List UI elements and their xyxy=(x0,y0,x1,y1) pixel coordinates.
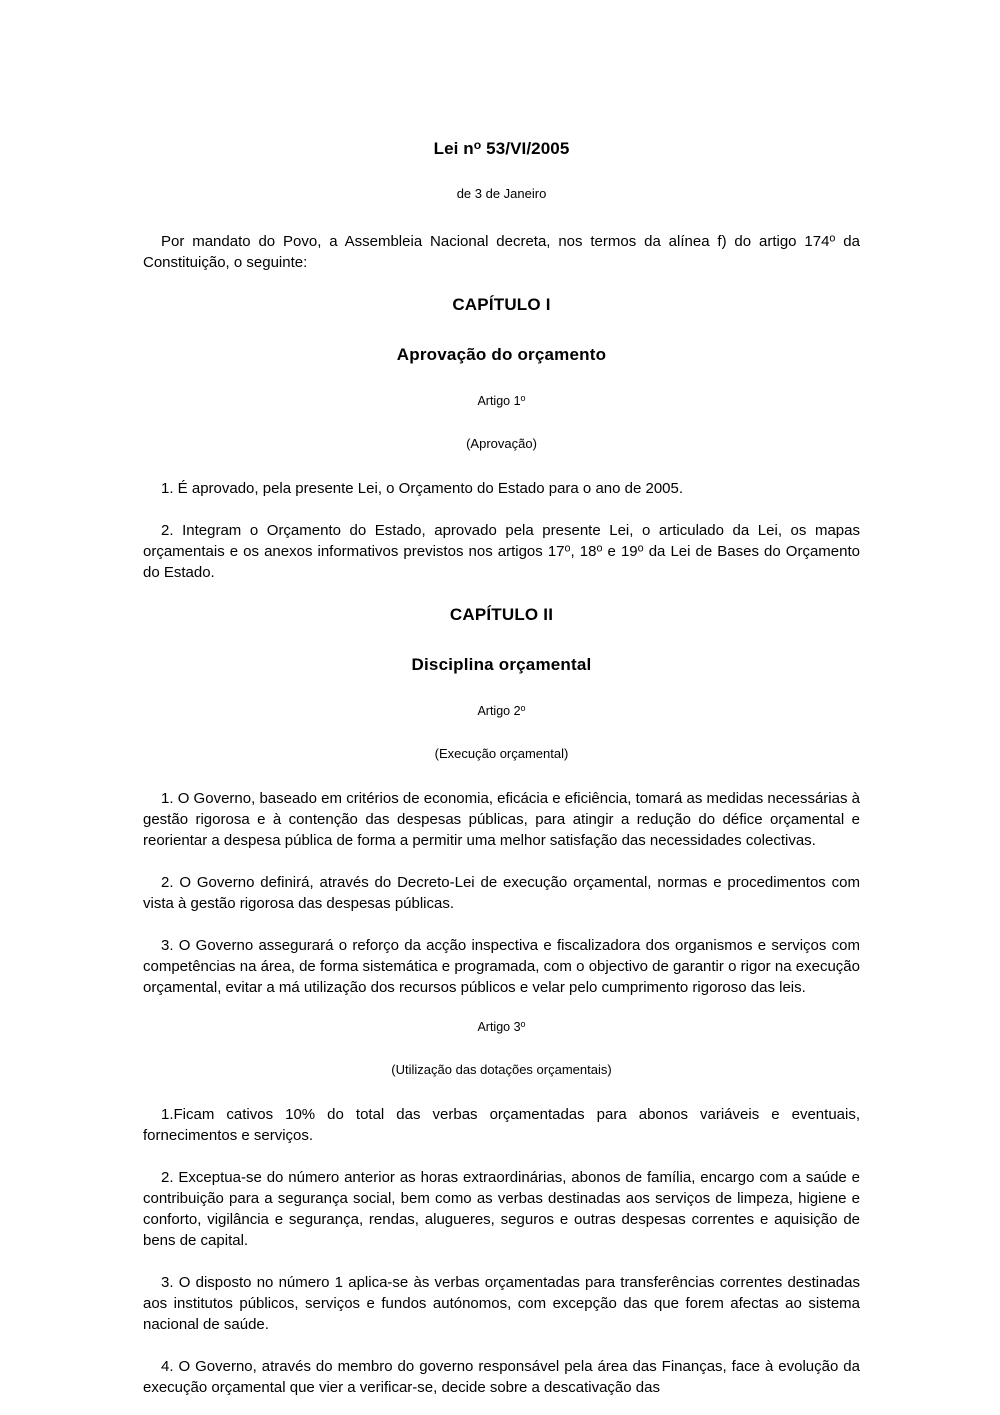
article-3-label: Artigo 3$^o$ xyxy=(477,1019,526,1034)
article-2-item-2: 2. O Governo definirá, através do Decreto-Lei de execução orçamental, normas e procedimentos com vista à gestão rigorosa das despesas públicas. xyxy=(143,874,860,912)
article-3-item-1: 1.Ficam cativos 10% do total das verbas orçamentadas para abonos variáveis e eventuais, fornecimentos e serviços. xyxy=(143,1106,860,1144)
article-2-label: Artigo 2$^o$ xyxy=(477,703,526,718)
chapter-1-subject: Aprovação do orçamento xyxy=(396,345,607,364)
article-3-item-2: 2. Exceptua-se do número anterior as horas extraordinárias, abonos de família, encargo com a saúde e contribuição para a segurança social, bem como as verbas destinadas aos serviços de limpeza, higiene e conforto, vigilância e segurança, rendas, alugueres, seguros e outras despesas correntes e aquisição de bens de capital. xyxy=(143,1169,860,1249)
article-2-item-3: 3. O Governo assegurará o reforço da acção inspectiva e fiscalizadora dos organismos e serviços com competências na área, de forma sistemática e programada, com o objectivo de garantir o rigor na execução orçamental, evitar a má utilização dos recursos públicos e velar pelo cumprimento rigoroso das leis. xyxy=(143,937,860,996)
article-3-subject: (Utilização das dotações orçamentais) xyxy=(391,1062,612,1077)
chapter-2-label: CAPÍTULO II xyxy=(449,605,554,624)
article-1-item-2: 2. Integram o Orçamento do Estado, aprovado pela presente Lei, o articulado da Lei, os mapas orçamentais e os anexos informativos previstos nos artigos 17$^o$, 18$^o$ e 19$^o$ da Lei de Bases do Orçamento do Estado. xyxy=(143,522,860,581)
article-1-subject: (Aprovação) xyxy=(466,436,537,451)
page-title: Lei $n^o$ 53/VI/2005 xyxy=(433,137,570,158)
document-date-line: de 3 de Janeiro xyxy=(456,186,547,201)
chapter-1-label: CAPÍTULO I xyxy=(452,295,551,314)
preamble-paragraph: Por mandato do Povo, a Assembleia Nacional decreta, nos termos da alínea f) do artigo 174$^o$ da Constituição, o seguinte: xyxy=(143,232,860,271)
chapter-2-subject: Disciplina orçamental xyxy=(411,655,592,674)
article-3-item-3: 3. O disposto no número 1 aplica-se às verbas orçamentadas para transferências correntes destinadas aos institutos públicos, serviços e fundos autónomos, com excepção das que forem afectas ao sistema nacional de saúde. xyxy=(143,1274,860,1333)
article-1-label: Artigo 1$^o$ xyxy=(477,393,526,408)
article-2-item-1: 1. O Governo, baseado em critérios de economia, eficácia e eficiência, tomará as medidas necessárias à gestão rigorosa e à contenção das despesas públicas, para atingir a redução do défice orçamental e reorientar a despesa pública de forma a permitir uma melhor satisfação das necessidades colectivas. xyxy=(143,790,860,849)
article-2-subject: (Execução orçamental) xyxy=(434,746,569,761)
article-3-item-4: 4. O Governo, através do membro do governo responsável pela área das Finanças, face à evolução da execução orçamental que vier a verificar-se, decide sobre a descativação das xyxy=(143,1358,860,1396)
article-1-item-1: 1. É aprovado, pela presente Lei, o Orçamento do Estado para o ano de 2005. xyxy=(161,480,684,497)
document-body xyxy=(143,138,860,1398)
